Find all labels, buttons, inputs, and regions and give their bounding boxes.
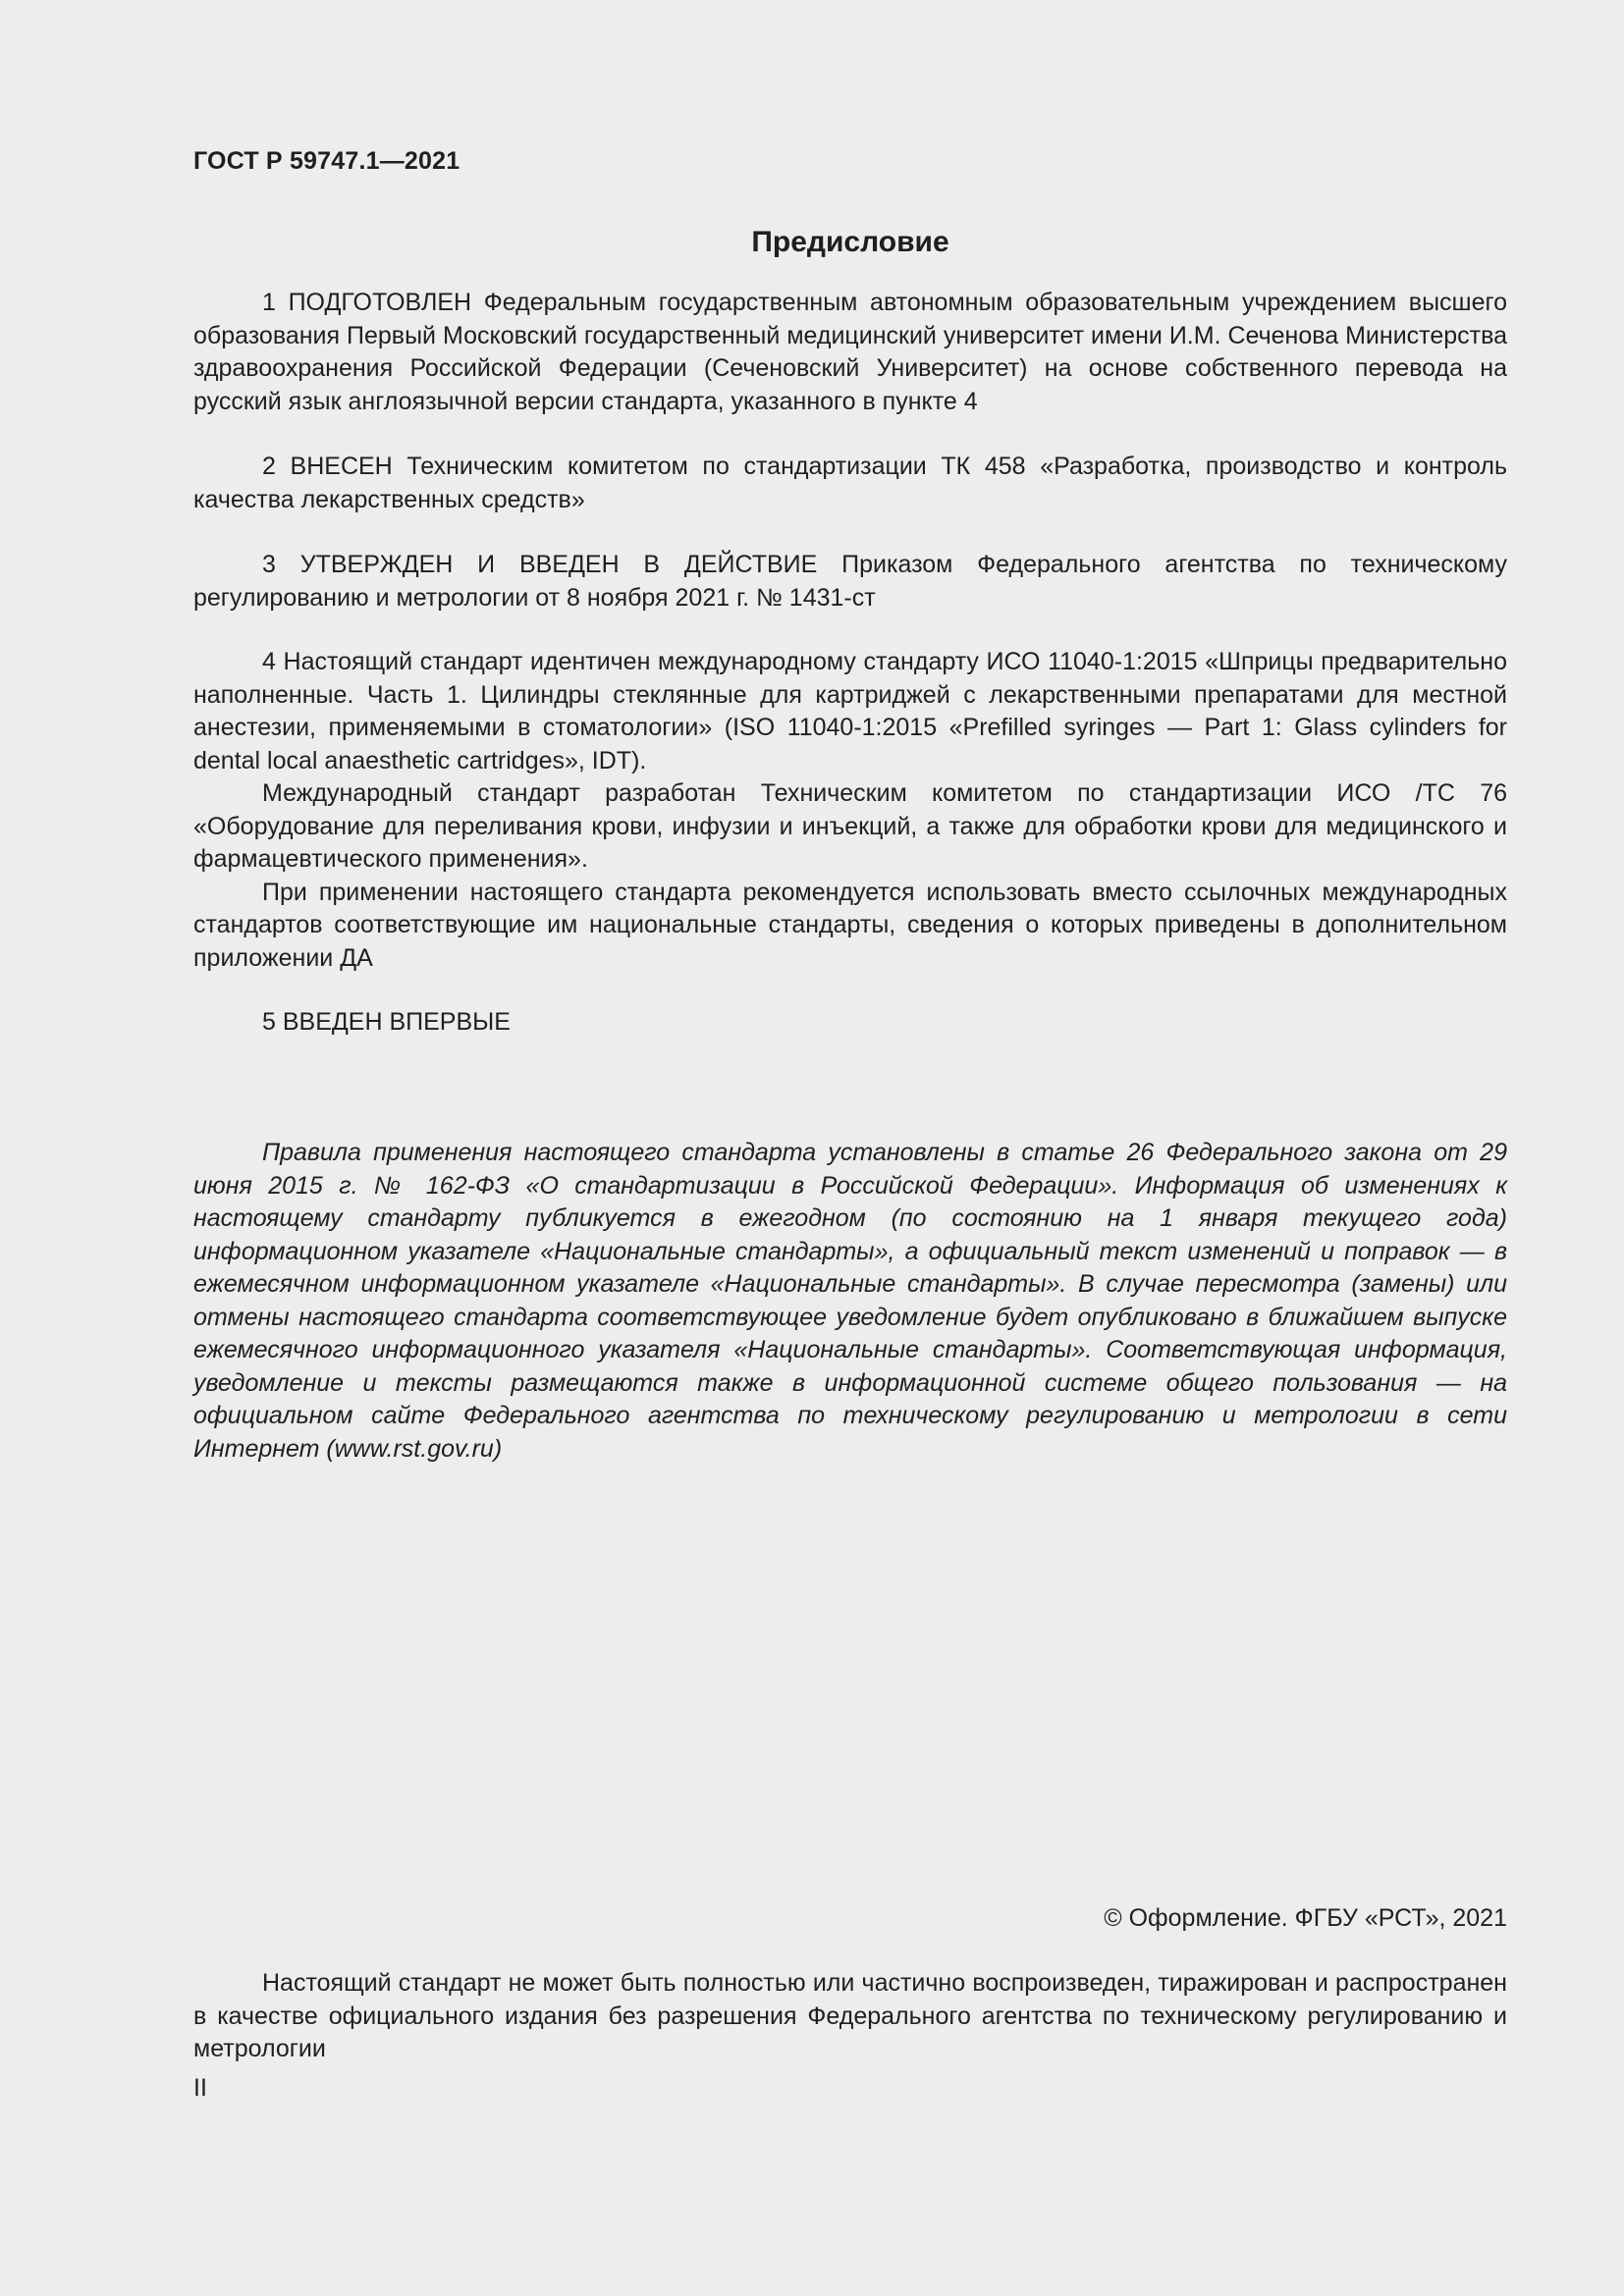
preface-item-2-text: 2 ВНЕСЕН Техническим комитетом по стандартизации ТК 458 «Разработка, производство и контроль качества лекарственных средств» xyxy=(193,453,1507,513)
document-code: ГОСТ Р 59747.1—2021 xyxy=(193,147,460,175)
preface-item-1 xyxy=(193,287,1507,418)
preface-item-2 xyxy=(193,451,1507,516)
preface-item-3-text: 3 УТВЕРЖДЕН И ВВЕДЕН В ДЕЙСТВИЕ Приказом Федерального агентства по техническому регулированию и метрологии от 8 ноября 2021 г. № 1431-ст xyxy=(193,551,1507,612)
preface-item-1-text: 1 ПОДГОТОВЛЕН Федеральным государственным автономным образовательным учреждением высшего образования Первый Московский государственный медицинский университет имени И.М. Сеченова Министерства здравоохранения Российской Федерации (Сеченовский Университет) на основе собственного перевода на русский язык англоязычной версии стандарта, указанного в пункте 4 xyxy=(193,289,1507,415)
page-number: II xyxy=(193,2074,207,2102)
preface-item-5 xyxy=(193,1006,1507,1040)
reproduction-notice xyxy=(193,1967,1507,2066)
preface-item-4-paragraph: 4 Настоящий стандарт идентичен международному стандарту ИСО 11040-1:2015 «Шприцы предварительно наполненные. Часть 1. Цилиндры стеклянные для картриджей с лекарственными препаратами для местной анестезии, применяемыми в стоматологии» (ISO 11040-1:2015 «Prefilled syringes — Part 1: Glass cylinders for dental local anaesthetic cartridges», IDT). xyxy=(193,648,1507,774)
preface-item-4 xyxy=(193,646,1507,975)
reproduction-notice-text: Настоящий стандарт не может быть полностью или частично воспроизведен, тиражирован и распространен в качестве официального издания без разрешения Федерального агентства по техническому регулированию и метрологии xyxy=(193,1969,1507,2062)
copyright-line: © Оформление. ФГБУ «РСТ», 2021 xyxy=(1104,1904,1507,1932)
preface-item-4-paragraph: Международный стандарт разработан Техническим комитетом по стандартизации ИСО /ТС 76 «Оборудование для переливания крови, инфузии и инъекций, а также для обработки крови для медицинского и фармацевтического применения». xyxy=(193,779,1507,873)
rules-note-text: Правила применения настоящего стандарта установлены в статье 26 Федерального закона от 29 июня 2015 г. № 162-ФЗ «О стандартизации в Российской Федерации». Информация об изменениях к настоящему стандарту публикуется в ежегодном (по состоянию на 1 января текущего года) информационном указателе «Национальные стандарты», а официальный текст изменений и поправок — в ежемесячном информационном указателе «Национальные стандарты». В случае пересмотра (замены) или отмены настоящего стандарта соответствующее уведомление будет опубликовано в ближайшем выпуске ежемесячного информационного указателя «Национальные стандарты». Соответствующая информация, уведомление и тексты размещаются также в информационной системе общего пользования — на официальном сайте Федерального агентства по техническому регулированию и метрологии в сети Интернет (www.rst.gov.ru) xyxy=(193,1139,1507,1463)
document-page xyxy=(193,0,1507,2296)
preface-item-4-paragraph: При применении настоящего стандарта рекомендуется использовать вместо ссылочных международных стандартов соответствующие им национальные стандарты, сведения о которых приведены в дополнительном приложении ДА xyxy=(193,878,1507,972)
rules-note xyxy=(193,1137,1507,1466)
page-title: Предисловие xyxy=(751,226,949,258)
preface-item-3 xyxy=(193,549,1507,614)
preface-item-5-text: 5 ВВЕДЕН ВПЕРВЫЕ xyxy=(262,1008,511,1036)
